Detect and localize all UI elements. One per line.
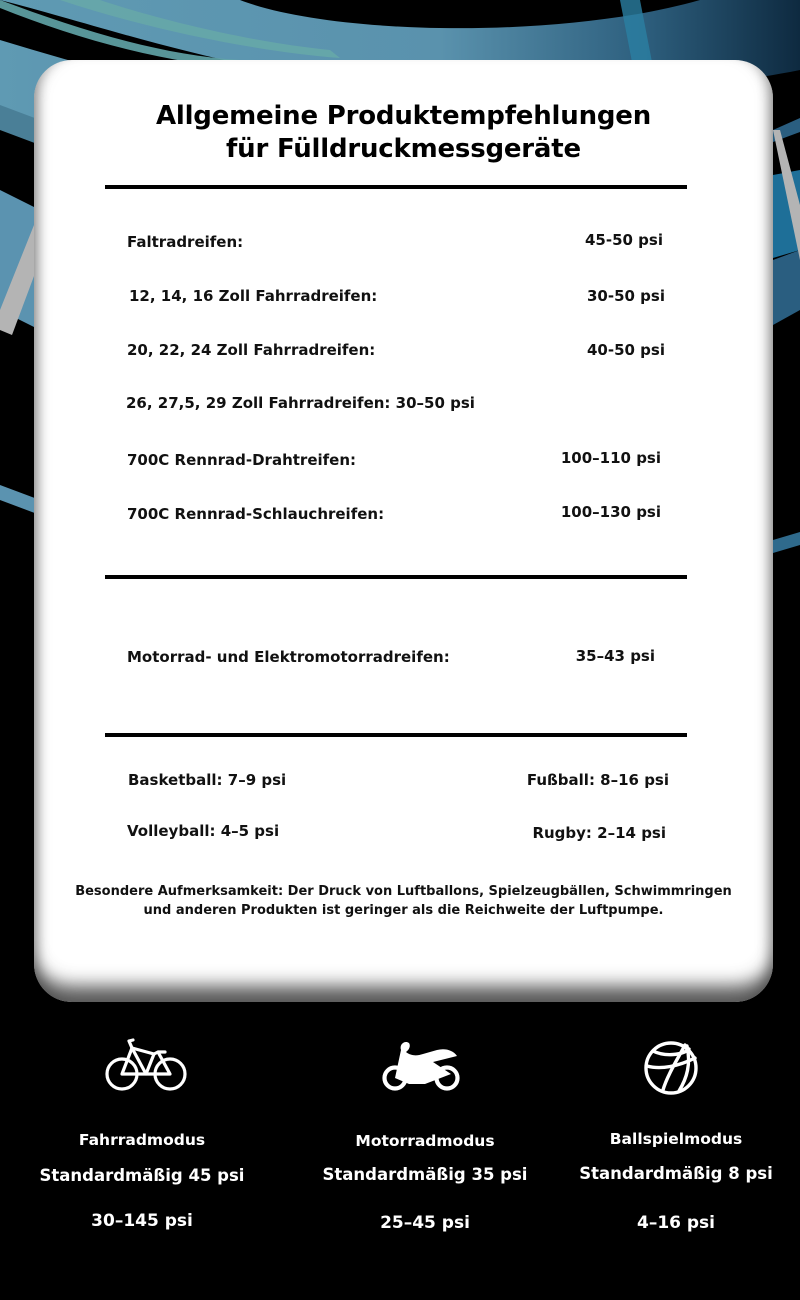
bicycle-item-label: 700C Rennrad-Schlauchreifen:	[127, 505, 385, 523]
bicycle-item-label: 700C Rennrad-Drahtreifen:	[127, 451, 357, 469]
special-note	[34, 882, 773, 920]
mode-range: 25–45 psi	[380, 1213, 470, 1233]
note-line-1: Besondere Aufmerksamkeit: Der Druck von Luftballons, Spielzeugbällen, Schwimmringen	[75, 884, 732, 899]
motorcycle-item-label: Motorrad- und Elektromotorradreifen:	[127, 648, 450, 666]
bicycle-item-value: 30-50 psi	[586, 287, 665, 305]
mode-default: Standardmäßig 8 psi	[579, 1164, 773, 1183]
bicycle-icon	[105, 1038, 187, 1092]
motorcycle-item-value: 35–43 psi	[575, 647, 655, 665]
ball-item: Rugby: 2–14 psi	[532, 824, 666, 842]
mode-range: 30–145 psi	[91, 1211, 193, 1231]
basketball-icon	[643, 1040, 699, 1096]
bicycle-item-value: 100–130 psi	[560, 503, 661, 521]
ball-item: Volleyball: 4–5 psi	[127, 822, 280, 840]
recommendation-card	[34, 60, 773, 1002]
divider	[105, 733, 687, 737]
mode-range: 4–16 psi	[636, 1213, 716, 1233]
bicycle-item-value: 45-50 psi	[584, 231, 663, 249]
bicycle-item-value: 40-50 psi	[586, 341, 665, 359]
bicycle-item-label: 20, 22, 24 Zoll Fahrradreifen:	[127, 341, 376, 359]
ball-item: Basketball: 7–9 psi	[128, 771, 287, 789]
divider	[105, 575, 687, 579]
mode-default: Standardmäßig 35 psi	[322, 1165, 528, 1184]
mode-name: Fahrradmodus	[78, 1131, 206, 1149]
divider	[105, 185, 687, 189]
mode-name: Motorradmodus	[355, 1132, 495, 1150]
bicycle-item-label: Faltradreifen:	[127, 233, 244, 251]
ball-item: Fußball: 8–16 psi	[526, 771, 669, 789]
title-line-1: Allgemeine Produktempfehlungen	[155, 101, 652, 131]
bicycle-item-label: 12, 14, 16 Zoll Fahrradreifen:	[129, 287, 378, 305]
title-line-2: für Fülldruckmessgeräte	[226, 134, 581, 164]
note-line-2: und anderen Produkten ist geringer als die Reichweite der Luftpumpe.	[143, 903, 664, 918]
mode-name: Ballspielmodus	[609, 1130, 743, 1148]
bicycle-item-value: 100–110 psi	[560, 449, 661, 467]
mode-default: Standardmäßig 45 psi	[39, 1166, 245, 1185]
page-title	[34, 100, 773, 166]
motorcycle-icon	[381, 1040, 463, 1092]
bicycle-item-label: 26, 27,5, 29 Zoll Fahrradreifen: 30–50 psi	[126, 394, 475, 412]
